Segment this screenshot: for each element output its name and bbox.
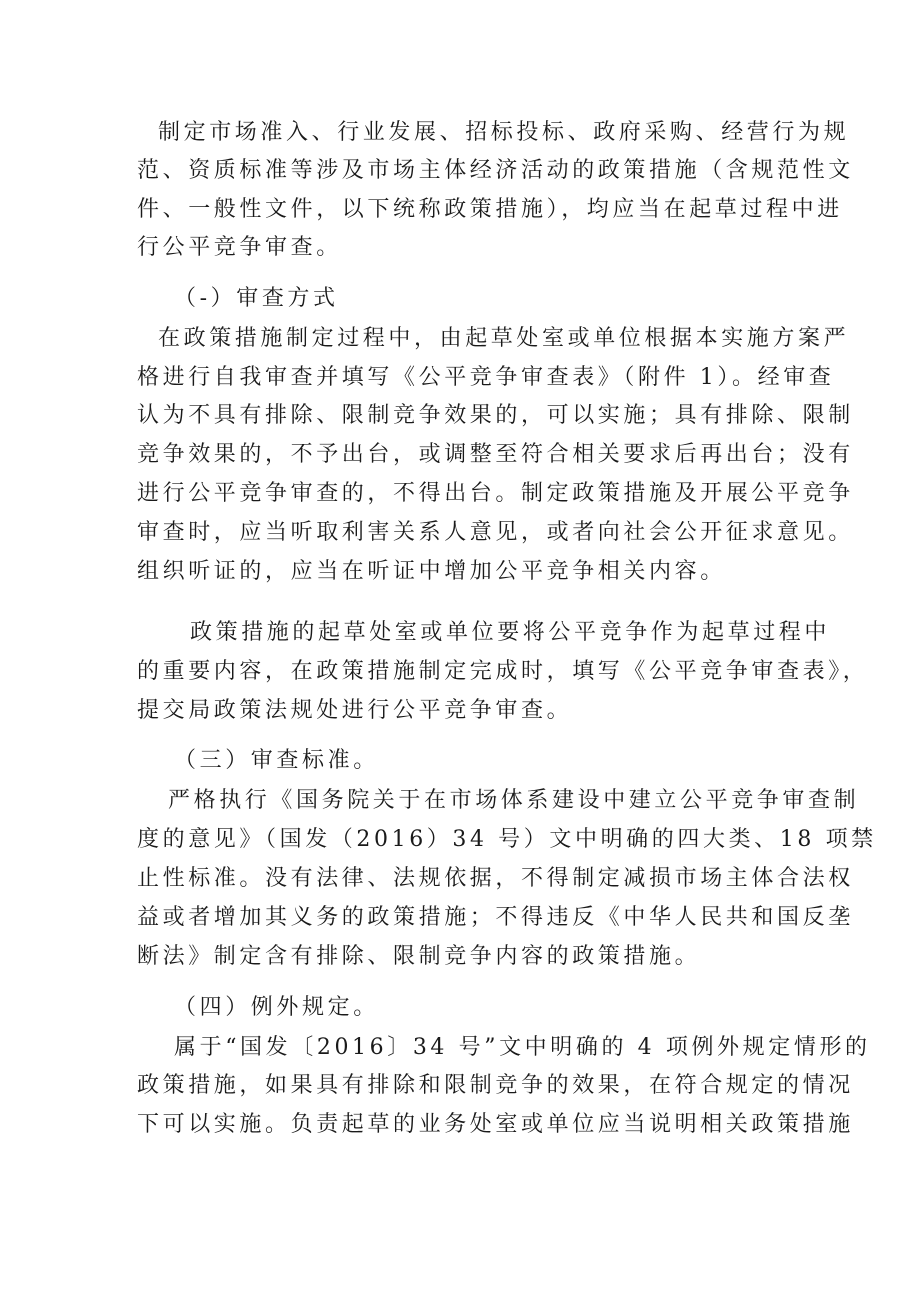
paragraph-3-line-3: 提交局政策法规处进行公平竞争审查。 (137, 698, 573, 723)
paragraph-4-line-1: 严格执行《国务院关于在市场体系建设中建立公平竞争审查制 (168, 788, 860, 813)
paragraph-3-line-2: 的重要内容，在政策措施制定完成时，填写《公平竞争审查表》， (137, 659, 869, 684)
paragraph-2-line-2: 格进行自我审查并填写《公平竞争审查表》（附件 1）。经审查 (137, 365, 835, 390)
paragraph-2-line-3: 认为不具有排除、限制竞争效果的，可以实施；具有排除、限制 (137, 403, 854, 428)
paragraph-4-line-3: 止性标准。没有法律、法规依据，不得制定减损市场主体合法权 (137, 866, 854, 891)
paragraph-2-line-4: 竞争效果的，不予出台，或调整至符合相关要求后再出台；没有 (137, 442, 854, 467)
paragraph-5-line-2: 政策措施，如果具有排除和限制竞争的效果，在符合规定的情况 (137, 1073, 854, 1098)
paragraph-2-line-5: 进行公平竞争审查的，不得出台。制定政策措施及开展公平竞争 (137, 481, 854, 506)
section-heading-review-standard: （三）审查标准。 (174, 748, 379, 773)
paragraph-1-line-2: 范、资质标准等涉及市场主体经济活动的政策措施（含规范性文 (137, 158, 854, 183)
section-heading-review-method: （-）审查方式 (174, 286, 339, 311)
section-heading-exceptions: （四）例外规定。 (174, 995, 379, 1020)
paragraph-3-line-1: 政策措施的起草处室或单位要将公平竞争作为起草过程中 (190, 620, 831, 645)
paragraph-4-line-2: 度的意见》（国发（2016）34 号）文中明确的四大类、18 项禁 (137, 827, 877, 852)
paragraph-2-line-1: 在政策措施制定过程中，由起草处室或单位根据本实施方案严 (158, 326, 850, 351)
paragraph-2-line-6: 审查时，应当听取利害关系人意见，或者向社会公开征求意见。 (137, 520, 854, 545)
paragraph-1-line-3: 件、一般性文件，以下统称政策措施），均应当在起草过程中进 (137, 197, 843, 222)
paragraph-4-line-5: 断法》制定含有排除、限制竞争内容的政策措施。 (137, 944, 701, 969)
paragraph-5-line-1: 属于“国发〔2016〕34 号”文中明确的 4 项例外规定情形的 (174, 1035, 871, 1060)
paragraph-1-line-4: 行公平竞争审查。 (137, 235, 342, 260)
paragraph-1-line-1: 制定市场准入、行业发展、招标投标、政府采购、经营行为规 (158, 120, 850, 145)
paragraph-2-line-7: 组织听证的，应当在听证中增加公平竞争相关内容。 (137, 559, 726, 584)
paragraph-4-line-4: 益或者增加其义务的政策措施；不得违反《中华人民共和国反垄 (137, 905, 854, 930)
paragraph-5-line-3: 下可以实施。负责起草的业务处室或单位应当说明相关政策措施 (137, 1112, 854, 1137)
